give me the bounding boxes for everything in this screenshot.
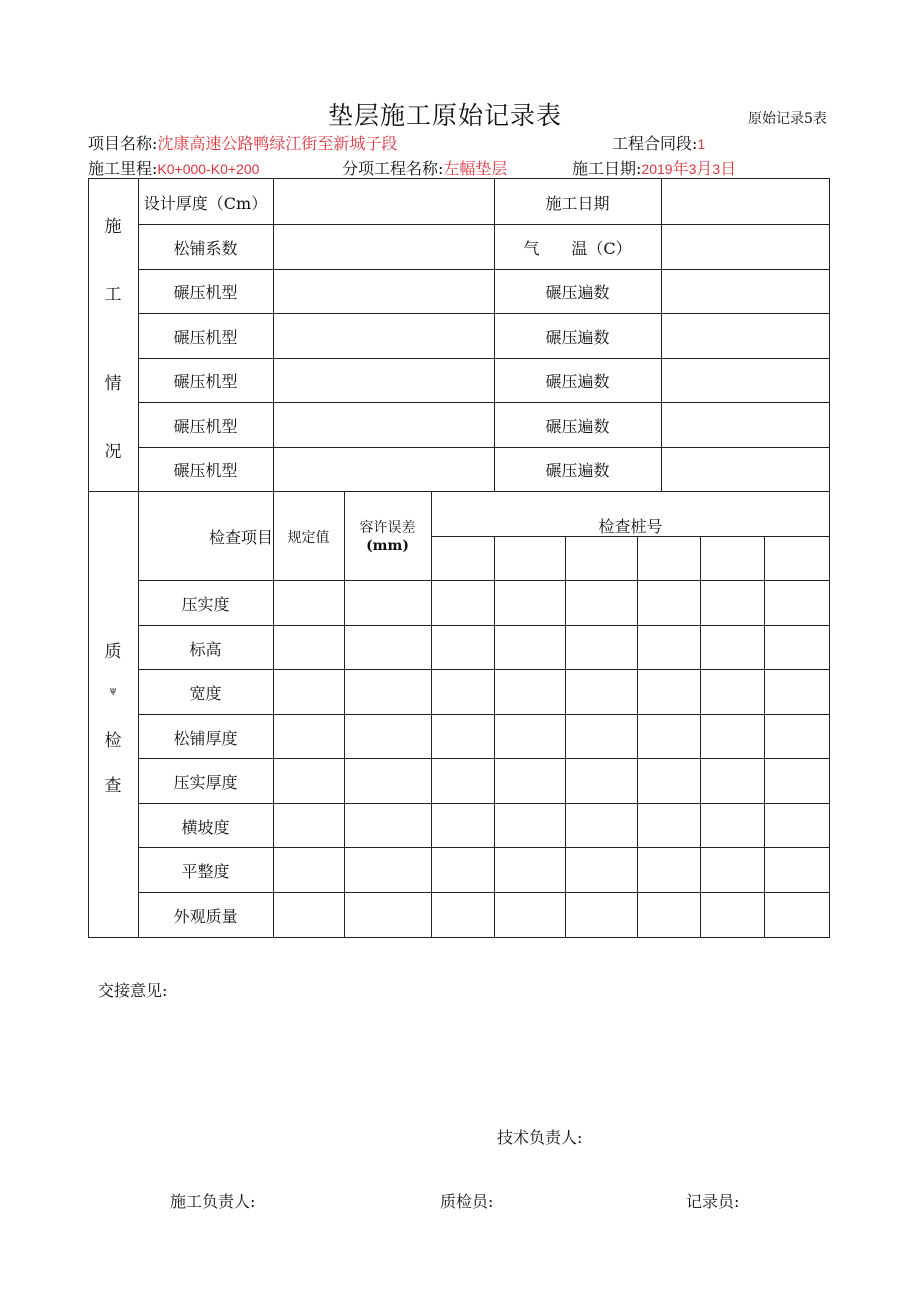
tolerance-unit: (mm) (366, 538, 409, 554)
side-label-quality-3: 检 (104, 731, 122, 751)
station-value[interactable]: K0+000-K0+200 (157, 161, 260, 177)
spec-value-header: 规定值 (287, 530, 330, 546)
col-line (700, 536, 701, 938)
roller-model-label: 碾压机型 (173, 283, 238, 302)
row-line (138, 313, 830, 314)
construction-date-label: 施工日期 (545, 194, 610, 213)
record-table (88, 178, 830, 938)
row-line (138, 714, 830, 715)
row-line (138, 803, 830, 804)
date-year[interactable]: 2019 (641, 161, 673, 177)
inspector-label: 质检员: (440, 1192, 494, 1211)
loose-coefficient-label: 松铺系数 (173, 239, 238, 258)
contract-row (612, 131, 705, 154)
date-day[interactable]: 3 (712, 161, 721, 177)
construction-lead-label: 施工负责人: (170, 1192, 256, 1211)
compacted-thickness-item: 压实厚度 (173, 773, 238, 792)
side-label-quality-2: ψ (109, 686, 117, 696)
col-line (637, 536, 638, 938)
rolling-passes-label: 碾压遍数 (545, 372, 610, 391)
station-header: 检查桩号 (598, 517, 663, 536)
row-line (138, 447, 830, 448)
table-border-bottom (88, 937, 830, 938)
roller-model-label: 碾压机型 (173, 328, 238, 347)
side-label-quality-4: 查 (104, 776, 122, 796)
loose-thickness-item: 松铺厚度 (173, 729, 238, 748)
row-line (138, 847, 830, 848)
side-label-construction-4: 况 (104, 442, 122, 462)
table-border-top (88, 178, 830, 179)
cross-slope-item: 横坡度 (181, 818, 230, 837)
row-line (138, 669, 830, 670)
project-value[interactable]: 沈康高速公路鸭绿江街至新城子段 (157, 134, 398, 153)
row-line (138, 402, 830, 403)
contract-value[interactable]: 1 (697, 136, 706, 152)
row-line (138, 269, 830, 270)
project-name-row (88, 131, 397, 154)
date-row (572, 156, 736, 179)
row-line (138, 625, 830, 626)
appearance-item: 外观质量 (173, 907, 238, 926)
date-label: 施工日期: (572, 159, 642, 178)
subitem-row (342, 156, 507, 179)
row-line (138, 358, 830, 359)
date-month-char: 月 (696, 159, 713, 178)
col-line (494, 536, 495, 938)
side-label-construction-1: 施 (104, 217, 122, 237)
rolling-passes-label: 碾压遍数 (545, 417, 610, 436)
rolling-passes-label: 碾压遍数 (545, 461, 610, 480)
station-row (88, 156, 259, 179)
section-divider (88, 491, 830, 492)
inspection-item-header: 检查项目 (208, 528, 273, 547)
row-line (138, 758, 830, 759)
form-title: 垫层施工原始记录表 (327, 101, 562, 130)
handover-opinion-label: 交接意见: (98, 981, 168, 1000)
form-number: 原始记录5表 (748, 111, 827, 127)
roller-model-label: 碾压机型 (173, 461, 238, 480)
roller-model-label: 碾压机型 (173, 417, 238, 436)
tolerance-header: 容许误差 (359, 520, 416, 536)
roller-model-label: 碾压机型 (173, 372, 238, 391)
date-day-char: 日 (720, 159, 737, 178)
contract-label: 工程合同段: (612, 134, 698, 153)
tech-lead-label: 技术负责人: (497, 1128, 583, 1147)
rolling-passes-label: 碾压遍数 (545, 328, 610, 347)
col-line (273, 178, 274, 938)
col-line (565, 536, 566, 938)
width-item: 宽度 (189, 684, 222, 703)
date-month[interactable]: 3 (688, 161, 697, 177)
design-thickness-label: 设计厚度（Cm） (143, 194, 268, 213)
project-label: 项目名称: (88, 134, 158, 153)
row-line (138, 892, 830, 893)
rolling-passes-label: 碾压遍数 (545, 283, 610, 302)
row-line (138, 224, 830, 225)
side-label-construction-3: 情 (104, 374, 122, 394)
subitem-value[interactable]: 左幅垫层 (443, 159, 508, 178)
recorder-label: 记录员: (686, 1192, 740, 1211)
col-line (661, 178, 662, 491)
side-label-quality-1: 质 (104, 642, 122, 662)
table-border-right (829, 178, 830, 938)
col-line (764, 536, 765, 938)
compaction-item: 压实度 (181, 595, 230, 614)
temperature-label: 气 温（C） (523, 239, 632, 258)
side-label-construction-2: 工 (104, 285, 122, 305)
station-label: 施工里程: (88, 159, 158, 178)
subitem-label: 分项工程名称: (342, 159, 444, 178)
date-year-char: 年 (672, 159, 689, 178)
elevation-item: 标高 (189, 640, 222, 659)
row-line (138, 580, 830, 581)
flatness-item: 平整度 (181, 862, 230, 881)
